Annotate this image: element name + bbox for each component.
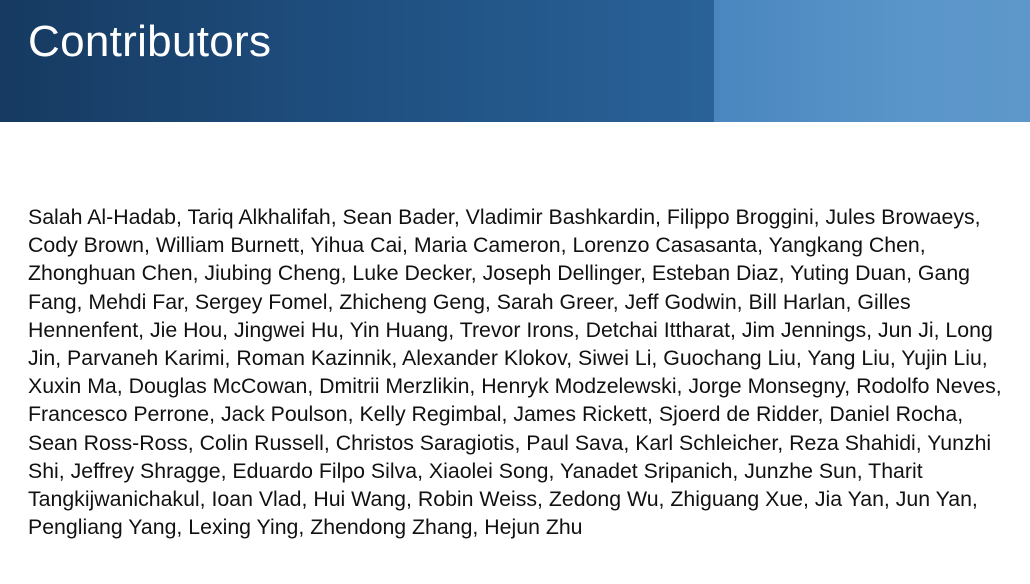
slide-title: Contributors xyxy=(28,17,272,66)
title-banner xyxy=(0,0,1030,122)
title-banner-accent xyxy=(714,0,1030,122)
contributors-list: Salah Al-Hadab, Tariq Alkhalifah, Sean Bader, Vladimir Bashkardin, Filippo Broggini, Jules Browaeys, Cody Brown, William Burnett, Yihua Cai, Maria Cameron, Lorenzo Casasanta, Yangkang Chen, Zhonghuan Chen, Jiubing Cheng, Luke Decker, Joseph Dellinger, Esteban Diaz, Yuting Duan, Gang Fang, Mehdi Far, Sergey Fomel, Zhicheng Geng, Sarah Greer, Jeff Godwin, Bill Harlan, Gilles Hennenfent, Jie Hou, Jingwei Hu, Yin Huang, Trevor Irons, Detchai Ittharat, Jim Jennings, Jun Ji, Long Jin, Parvaneh Karimi, Roman Kazinnik, Alexander Klokov, Siwei Li, Guochang Liu, Yang Liu, Yujin Liu, Xuxin Ma, Douglas McCowan, Dmitrii Merzlikin, Henryk Modzelewski, Jorge Monsegny, Rodolfo Neves, Francesco Perrone, Jack Poulson, Kelly Regimbal, James Rickett, Sjoerd de Ridder, Daniel Rocha, Sean Ross-Ross, Colin Russell, Christos Saragiotis, Paul Sava, Karl Schleicher, Reza Shahidi, Yunzhi Shi, Jeffrey Shragge, Eduardo Filpo Silva, Xiaolei Song, Yanadet Sripanich, Junzhe Sun, Tharit Tangkijwanichakul, Ioan Vlad, Hui Wang, Robin Weiss, Zedong Wu, Zhiguang Xue, Jia Yan, Jun Yan, Pengliang Yang, Lexing Ying, Zhendong Zhang, Hejun Zhu xyxy=(28,205,1002,540)
